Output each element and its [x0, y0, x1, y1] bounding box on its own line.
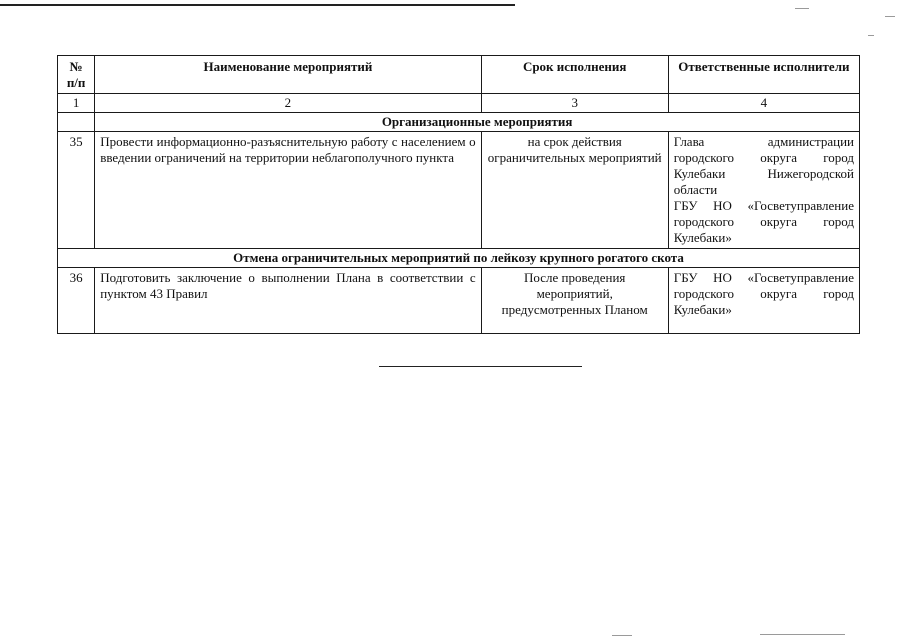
section-row	[58, 249, 860, 268]
row-number: 36	[58, 268, 95, 334]
row-action: Подготовить заключение о выполнении Плана в соответствии с пунктом 43 Правил	[95, 268, 481, 334]
scan-mark	[868, 35, 874, 36]
row-action: Провести информационно-разъяснительную работу с населением о введении ограничений на территории неблагополучного пункта	[95, 132, 481, 249]
header-deadline: Срок исполнения	[481, 56, 668, 94]
table-row	[58, 268, 860, 334]
scan-mark	[760, 634, 845, 635]
scan-mark	[612, 635, 632, 636]
responsible-entry: Глава администрации городского округа город Кулебаки Нижегородской области	[673, 134, 854, 197]
scan-mark	[885, 16, 895, 17]
column-number-row	[58, 94, 860, 113]
section-title: Отмена ограничительных мероприятий по лейкозу крупного рогатого скота	[58, 249, 860, 268]
row-number: 35	[58, 132, 95, 249]
section-row	[58, 113, 860, 132]
row-deadline: на срок действия ограничительных мероприятий	[481, 132, 668, 249]
row-responsible: ГБУ НО «Госветуправление городского округа город Кулебаки»	[668, 268, 859, 334]
table-row	[58, 132, 860, 249]
scan-mark	[795, 8, 809, 9]
table-header-row	[58, 56, 860, 94]
header-responsible: Ответственные исполнители	[668, 56, 859, 94]
column-number: 2	[95, 94, 481, 113]
end-of-document-line	[379, 366, 582, 367]
column-number: 4	[668, 94, 859, 113]
column-number: 3	[481, 94, 668, 113]
section-title: Организационные мероприятия	[95, 113, 860, 132]
header-num: № п/п	[58, 56, 95, 94]
section-spacer	[58, 113, 95, 132]
top-border-line	[0, 4, 515, 6]
column-number: 1	[58, 94, 95, 113]
header-name: Наименование мероприятий	[95, 56, 481, 94]
action-plan-table	[57, 55, 860, 334]
row-deadline: После проведения мероприятий, предусмотренных Планом	[481, 268, 668, 334]
responsible-entry: ГБУ НО «Госветуправление городского округа город Кулебаки»	[673, 198, 854, 245]
row-responsible	[668, 132, 859, 249]
